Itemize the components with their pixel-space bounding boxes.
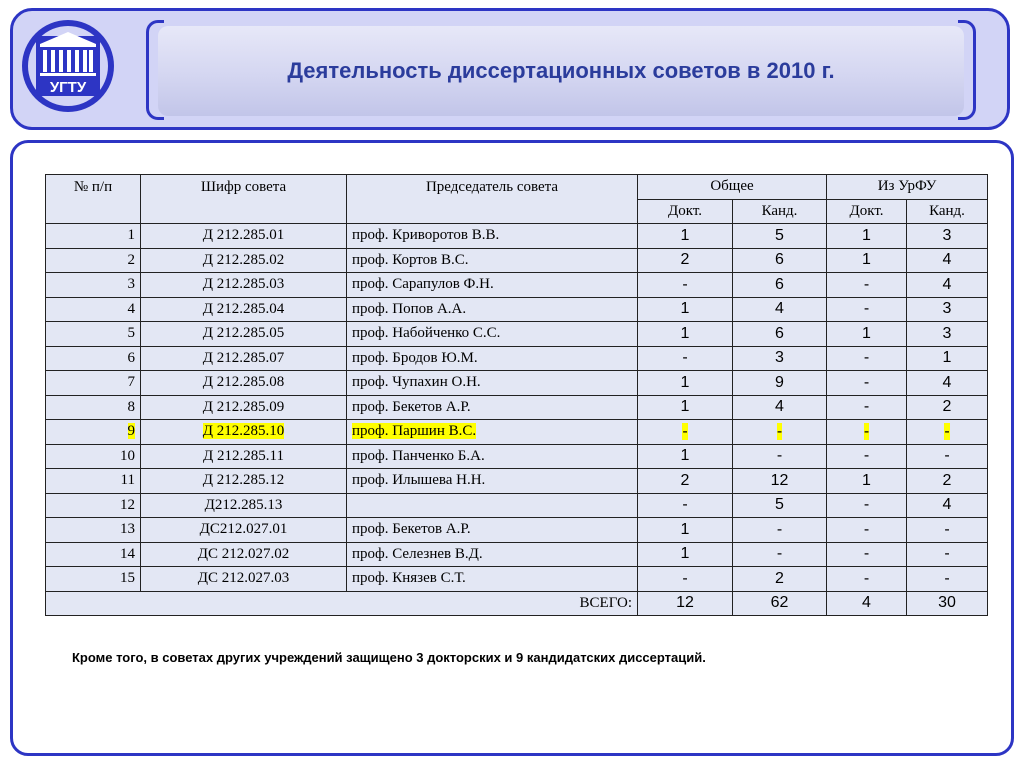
cell-urfu-kand: - xyxy=(907,518,988,543)
highlight-mark: - xyxy=(863,422,870,440)
cell-urfu-dokt: - xyxy=(827,346,907,371)
cell-total-dokt: - xyxy=(638,273,733,298)
highlight-mark: Д 212.285.10 xyxy=(202,423,285,440)
total-urfu-kand: 30 xyxy=(907,591,988,616)
cell-code: Д 212.285.08 xyxy=(141,371,347,396)
cell-total-kand: - xyxy=(733,518,827,543)
cell-num: 8 xyxy=(46,395,141,420)
cell-num: 13 xyxy=(46,518,141,543)
cell-urfu-kand: - xyxy=(907,542,988,567)
cell-urfu-dokt: - xyxy=(827,395,907,420)
cell-chair xyxy=(347,493,638,518)
cell-code: Д 212.285.04 xyxy=(141,297,347,322)
cell-total-dokt: 1 xyxy=(638,322,733,347)
cell-total-kand: - xyxy=(733,444,827,469)
cell-total-dokt: 2 xyxy=(638,248,733,273)
title-box xyxy=(158,26,964,116)
table-row xyxy=(46,224,988,249)
cell-urfu-kand: 4 xyxy=(907,371,988,396)
cell-urfu-kand: 3 xyxy=(907,322,988,347)
cell-urfu-kand xyxy=(907,420,988,445)
highlight-mark: проф. Паршин В.С. xyxy=(352,423,477,440)
col-header-urfu-kand: Канд. xyxy=(907,199,988,224)
col-header-total-dokt: Докт. xyxy=(638,199,733,224)
cell-code: Д 212.285.01 xyxy=(141,224,347,249)
cell-total-kand: 12 xyxy=(733,469,827,494)
cell-num: 4 xyxy=(46,297,141,322)
cell-code: ДС212.027.01 xyxy=(141,518,347,543)
cell-total-kand: 5 xyxy=(733,493,827,518)
cell-num: 1 xyxy=(46,224,141,249)
table-row xyxy=(46,322,988,347)
cell-total-dokt: - xyxy=(638,493,733,518)
ugtu-logo xyxy=(18,16,118,120)
cell-total-kand xyxy=(733,420,827,445)
table-row xyxy=(46,297,988,322)
cell-total-dokt: 1 xyxy=(638,542,733,567)
table-row-highlighted xyxy=(46,420,988,445)
total-urfu-dokt: 4 xyxy=(827,591,907,616)
cell-code: ДС 212.027.03 xyxy=(141,567,347,592)
cell-code: Д 212.285.03 xyxy=(141,273,347,298)
table-row xyxy=(46,371,988,396)
cell-total-kand: 2 xyxy=(733,567,827,592)
cell-code: Д 212.285.12 xyxy=(141,469,347,494)
cell-urfu-kand: 3 xyxy=(907,224,988,249)
cell-num: 10 xyxy=(46,444,141,469)
cell-total-dokt xyxy=(638,420,733,445)
col-header-code: Шифр совета xyxy=(141,175,347,224)
cell-urfu-dokt: - xyxy=(827,567,907,592)
highlight-mark: - xyxy=(776,422,783,440)
table-row xyxy=(46,248,988,273)
cell-urfu-dokt: 1 xyxy=(827,224,907,249)
councils-table xyxy=(45,174,988,616)
cell-num: 5 xyxy=(46,322,141,347)
cell-chair: проф. Селезнев В.Д. xyxy=(347,542,638,567)
cell-total-dokt: 1 xyxy=(638,444,733,469)
cell-num: 11 xyxy=(46,469,141,494)
cell-urfu-dokt: - xyxy=(827,297,907,322)
cell-chair: проф. Князев С.Т. xyxy=(347,567,638,592)
cell-urfu-dokt: - xyxy=(827,444,907,469)
cell-chair xyxy=(347,420,638,445)
table-row xyxy=(46,469,988,494)
cell-code: ДС 212.027.02 xyxy=(141,542,347,567)
logo-text: УГТУ xyxy=(49,79,87,96)
cell-total-kand: 3 xyxy=(733,346,827,371)
cell-code: Д 212.285.09 xyxy=(141,395,347,420)
cell-code: Д 212.285.07 xyxy=(141,346,347,371)
table-row xyxy=(46,395,988,420)
cell-urfu-dokt: - xyxy=(827,518,907,543)
title-bracket-right xyxy=(958,20,976,120)
cell-urfu-dokt: 1 xyxy=(827,469,907,494)
cell-code xyxy=(141,420,347,445)
col-header-urfu-dokt: Докт. xyxy=(827,199,907,224)
cell-total-kand: 4 xyxy=(733,297,827,322)
cell-code: Д 212.285.02 xyxy=(141,248,347,273)
cell-urfu-kand: 1 xyxy=(907,346,988,371)
cell-total-kand: 6 xyxy=(733,322,827,347)
cell-urfu-kand: - xyxy=(907,444,988,469)
highlight-mark: - xyxy=(682,422,688,440)
col-group-total: Общее xyxy=(638,175,827,200)
cell-total-dokt: 1 xyxy=(638,518,733,543)
table-row xyxy=(46,444,988,469)
cell-total-kand: 6 xyxy=(733,248,827,273)
cell-num: 14 xyxy=(46,542,141,567)
cell-urfu-kand: 4 xyxy=(907,273,988,298)
cell-code: Д212.285.13 xyxy=(141,493,347,518)
cell-num: 6 xyxy=(46,346,141,371)
highlight-mark: 9 xyxy=(127,423,135,440)
cell-total-kand: 9 xyxy=(733,371,827,396)
table-row xyxy=(46,518,988,543)
cell-num xyxy=(46,420,141,445)
cell-urfu-kand: - xyxy=(907,567,988,592)
col-header-total-kand: Канд. xyxy=(733,199,827,224)
table-header-row xyxy=(46,175,988,200)
cell-total-kand: 6 xyxy=(733,273,827,298)
highlight-mark: - xyxy=(944,422,950,440)
cell-total-dokt: 1 xyxy=(638,395,733,420)
cell-chair: проф. Сарапулов Ф.Н. xyxy=(347,273,638,298)
col-header-num: № п/п xyxy=(46,175,141,224)
cell-num: 15 xyxy=(46,567,141,592)
cell-total-kand: 4 xyxy=(733,395,827,420)
cell-total-dokt: 1 xyxy=(638,371,733,396)
cell-chair: проф. Панченко Б.А. xyxy=(347,444,638,469)
cell-chair: проф. Илышева Н.Н. xyxy=(347,469,638,494)
table-total-row xyxy=(46,591,988,616)
cell-urfu-dokt: - xyxy=(827,371,907,396)
cell-num: 7 xyxy=(46,371,141,396)
table-row xyxy=(46,346,988,371)
table-row xyxy=(46,567,988,592)
cell-code: Д 212.285.11 xyxy=(141,444,347,469)
cell-total-kand: - xyxy=(733,542,827,567)
cell-urfu-dokt: - xyxy=(827,542,907,567)
cell-urfu-dokt: 1 xyxy=(827,322,907,347)
cell-chair: проф. Бекетов А.Р. xyxy=(347,518,638,543)
col-group-urfu: Из УрФУ xyxy=(827,175,988,200)
table-row xyxy=(46,273,988,298)
cell-urfu-dokt: - xyxy=(827,273,907,298)
table-row xyxy=(46,542,988,567)
cell-chair: проф. Чупахин О.Н. xyxy=(347,371,638,396)
cell-total-dokt: - xyxy=(638,346,733,371)
cell-chair: проф. Попов А.А. xyxy=(347,297,638,322)
footnote: Кроме того, в советах других учреждений защищено 3 докторских и 9 кандидатских диссертаций. xyxy=(72,650,706,665)
cell-urfu-kand: 4 xyxy=(907,248,988,273)
cell-total-dokt: 1 xyxy=(638,224,733,249)
total-label: ВСЕГО: xyxy=(46,591,638,616)
cell-num: 3 xyxy=(46,273,141,298)
cell-urfu-kand: 2 xyxy=(907,395,988,420)
total-total-kand: 62 xyxy=(733,591,827,616)
cell-chair: проф. Набойченко С.С. xyxy=(347,322,638,347)
cell-total-dokt: 2 xyxy=(638,469,733,494)
cell-urfu-dokt: 1 xyxy=(827,248,907,273)
cell-urfu-kand: 2 xyxy=(907,469,988,494)
cell-urfu-dokt: - xyxy=(827,493,907,518)
cell-chair: проф. Бродов Ю.М. xyxy=(347,346,638,371)
cell-num: 12 xyxy=(46,493,141,518)
cell-total-dokt: 1 xyxy=(638,297,733,322)
cell-urfu-kand: 4 xyxy=(907,493,988,518)
total-total-dokt: 12 xyxy=(638,591,733,616)
col-header-chair: Председатель совета xyxy=(347,175,638,224)
cell-total-kand: 5 xyxy=(733,224,827,249)
table-row xyxy=(46,493,988,518)
cell-num: 2 xyxy=(46,248,141,273)
cell-code: Д 212.285.05 xyxy=(141,322,347,347)
cell-chair: проф. Криворотов В.В. xyxy=(347,224,638,249)
cell-total-dokt: - xyxy=(638,567,733,592)
cell-chair: проф. Бекетов А.Р. xyxy=(347,395,638,420)
cell-urfu-kand: 3 xyxy=(907,297,988,322)
cell-chair: проф. Кортов В.С. xyxy=(347,248,638,273)
page-title: Деятельность диссертационных советов в 2010 г. xyxy=(287,58,835,83)
cell-urfu-dokt xyxy=(827,420,907,445)
